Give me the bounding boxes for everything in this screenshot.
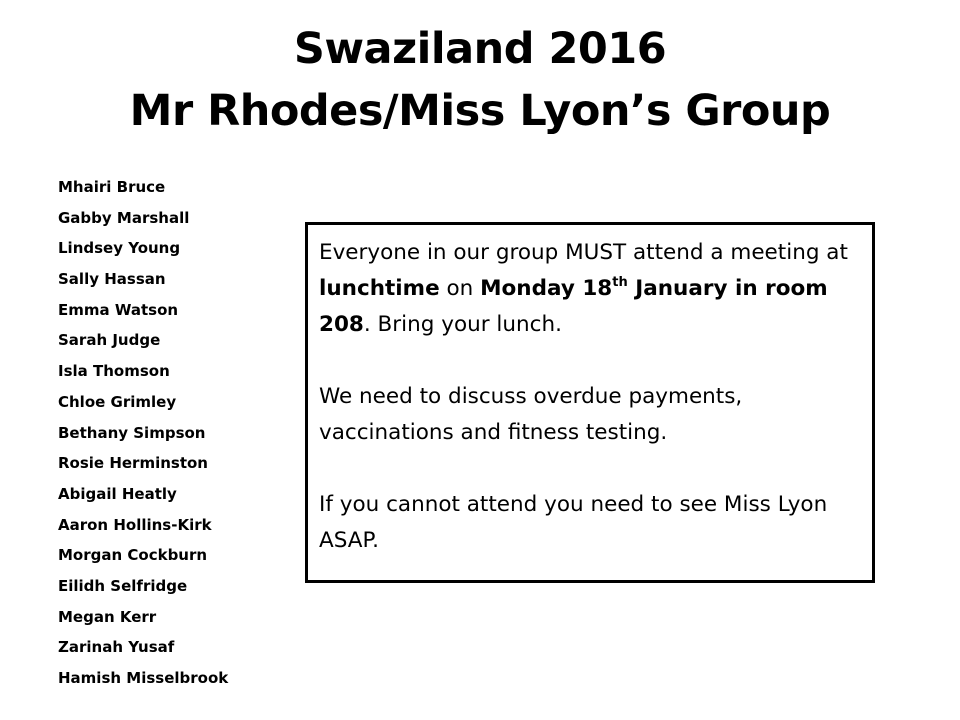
meeting-notice-box [305,222,875,583]
notice-discussion-paragraph: We need to discuss overdue payments, vaccinations and fitness testing. [319,384,743,445]
member-name: Chloe Grimley [58,392,177,411]
member-name: Zarinah Yusaf [58,638,175,657]
member-name: Emma Watson [58,300,179,319]
member-name: Isla Thomson [58,362,170,381]
member-name: Morgan Cockburn [58,546,208,565]
notice-date-ordinal: th [612,275,628,290]
title-line-1: Swaziland 2016 [293,24,667,74]
member-name: Gabby Marshall [58,208,190,227]
notice-meeting-paragraph [319,235,862,343]
group-member-list [58,172,228,694]
title-line-2: Mr Rhodes/Miss Lyon’s Group [129,86,831,136]
notice-time-text: lunchtime [319,276,440,301]
member-name: Bethany Simpson [58,423,206,442]
member-name: Abigail Heatly [58,484,177,503]
member-name: Lindsey Young [58,239,181,258]
member-name: Hamish Misselbrook [58,669,229,687]
member-name: Megan Kerr [58,607,157,626]
member-name: Sarah Judge [58,331,161,350]
notice-on-text: on [439,276,481,301]
slide-title [0,18,960,142]
notice-intro-text: Everyone in our group MUST attend a meeting at [319,240,848,265]
notice-absence-paragraph: If you cannot attend you need to see Miss Lyon ASAP. [319,492,828,553]
member-name: Mhairi Bruce [58,178,166,196]
notice-lunch-text: . Bring your lunch. [363,312,562,337]
member-name: Aaron Hollins-Kirk [58,515,212,534]
member-name: Sally Hassan [58,270,166,289]
member-name: Eilidh Selfridge [58,576,188,595]
notice-date-day: Monday 18 [480,276,613,301]
notice-date-month-room: January in room 208 [319,276,828,337]
member-name: Rosie Herminston [58,454,208,473]
